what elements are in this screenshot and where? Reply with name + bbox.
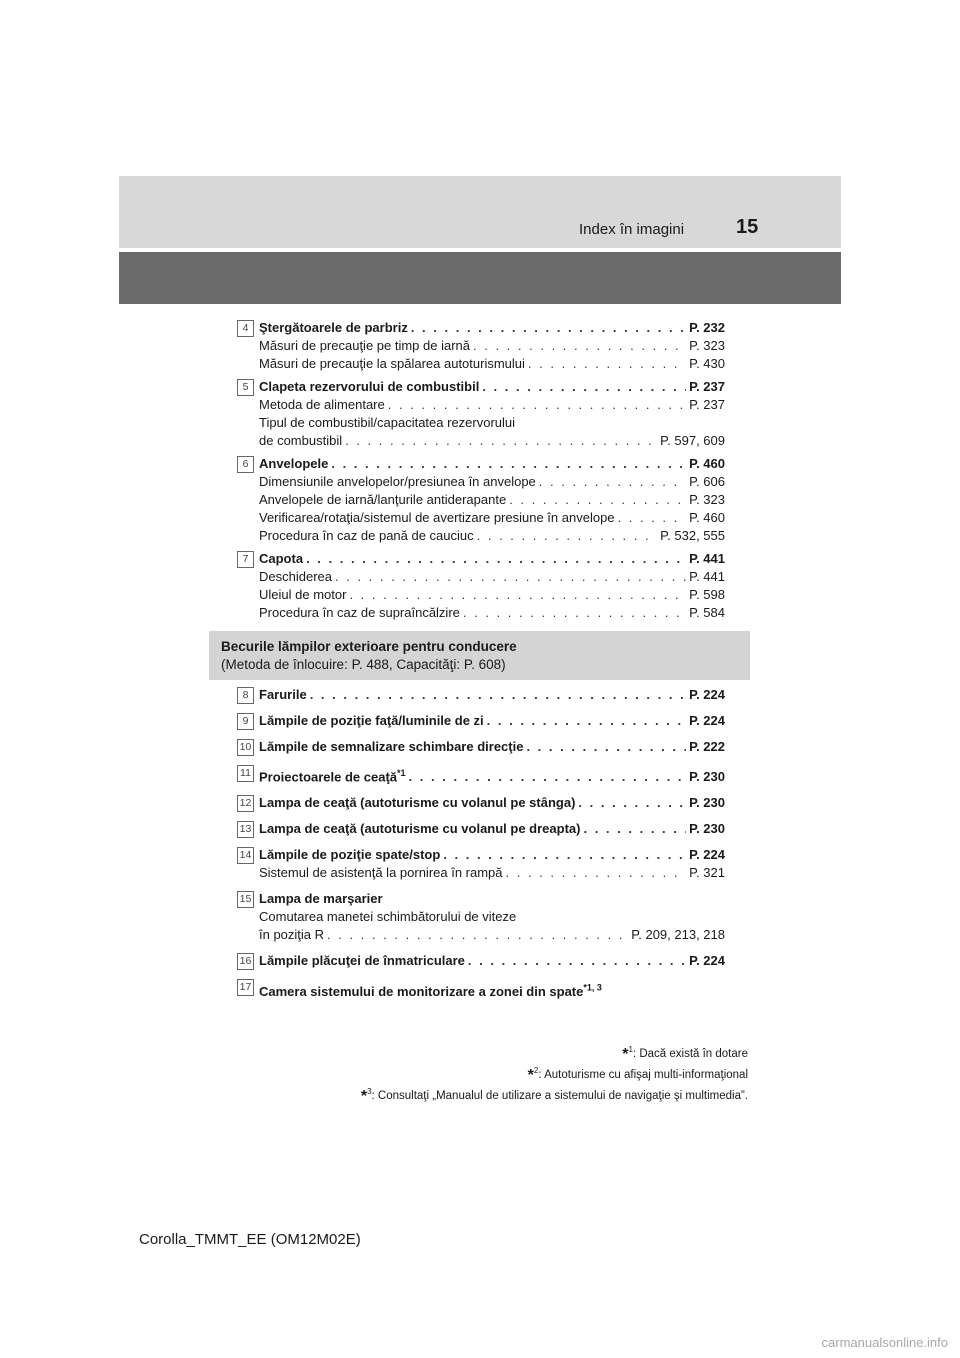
entry-label-text: Lampa de ceaţă (autoturisme cu volanul pe stânga) <box>259 795 576 811</box>
index-entry <box>237 890 725 944</box>
footnote-line <box>361 1042 748 1063</box>
entry-sub-line <box>259 604 725 622</box>
entry-title-line <box>259 820 725 838</box>
callout-number-badge: 7 <box>237 551 254 568</box>
entry-sub-line <box>259 864 725 882</box>
dot-leader <box>335 568 686 586</box>
index-entry <box>237 978 725 1000</box>
entry-label <box>259 909 516 924</box>
page-reference: P. 222 <box>689 739 725 754</box>
dot-leader <box>482 378 686 396</box>
entry-sub-line <box>259 337 725 355</box>
entry-label <box>259 952 465 970</box>
section-header <box>209 631 750 680</box>
index-entry <box>237 952 725 970</box>
dot-leader <box>345 432 657 450</box>
entry-label-text: Comutarea manetei schimbătorului de viteze <box>259 909 517 925</box>
footnote-asterisk: * <box>622 1045 629 1063</box>
dot-leader <box>327 926 628 944</box>
dot-leader <box>388 396 686 414</box>
page-reference: P. 532, 555 <box>660 528 725 543</box>
dot-leader <box>528 355 686 373</box>
footnote-asterisk: * <box>527 1066 534 1084</box>
entry-label <box>259 686 307 704</box>
entry-label-text: Procedura în caz de supraîncălzire <box>259 605 460 620</box>
index-list-top <box>237 319 725 627</box>
entry-sub-line <box>259 414 725 432</box>
callout-number-badge: 5 <box>237 379 254 396</box>
page-reference: P. 323 <box>689 338 725 353</box>
entry-title-line <box>259 890 725 908</box>
entry-title-line <box>259 952 725 970</box>
entry-title-line <box>259 764 725 786</box>
entry-label-text: Lămpile plăcuţei de înmatriculare <box>259 953 465 969</box>
dot-leader <box>463 604 686 622</box>
entry-label-text: Verificarea/rotaţia/sistemul de avertizare presiune în anvelope <box>259 510 615 525</box>
entry-title-line <box>259 455 725 473</box>
page-reference: P. 430 <box>689 356 725 371</box>
entry-label <box>259 378 479 396</box>
entry-label-text: în poziţia R <box>259 927 325 943</box>
page-reference: P. 441 <box>689 569 725 584</box>
entry-sub-line <box>259 586 725 604</box>
entry-sub-line <box>259 509 725 527</box>
entry-label-text: Camera sistemului de monitorizare a zonei din spate <box>259 983 584 999</box>
entry-title-line <box>259 978 725 1000</box>
entry-label <box>259 396 385 414</box>
page-reference: P. 209, 213, 218 <box>631 927 725 943</box>
entry-label-text: Anvelopele de iarnă/lanţurile antiderapante <box>259 492 507 507</box>
callout-number-badge: 8 <box>237 687 254 704</box>
entry-title-line <box>259 319 725 337</box>
page-reference: P. 441 <box>689 551 725 566</box>
dot-leader <box>526 738 686 756</box>
index-entry <box>237 738 725 756</box>
index-entry <box>237 378 725 450</box>
entry-label-text: Sistemul de asistenţă la pornirea în rampă <box>259 865 503 881</box>
entry-title-line <box>259 712 725 730</box>
page-reference: P. 321 <box>689 865 725 881</box>
entry-sub-line <box>259 396 725 414</box>
entry-label-text: Tipul de combustibil/capacitatea rezervorului <box>259 415 516 430</box>
page-reference: P. 230 <box>689 795 725 811</box>
callout-number-badge: 14 <box>237 847 254 864</box>
entry-label <box>259 738 523 756</box>
entry-label <box>259 586 346 604</box>
page-reference: P. 230 <box>689 821 725 837</box>
entry-label <box>259 568 332 586</box>
callout-number-badge: 10 <box>237 739 254 756</box>
entry-sub-line <box>259 926 725 944</box>
footnotes <box>361 1042 748 1104</box>
index-entry <box>237 455 725 545</box>
page-number: 15 <box>736 216 759 238</box>
entry-label-text: Ştergătoarele de parbriz <box>259 320 408 335</box>
page-reference: P. 224 <box>689 953 725 969</box>
dot-leader <box>578 794 686 812</box>
dot-leader <box>306 550 686 568</box>
page-reference: P. 606 <box>689 474 725 489</box>
entry-label-text: Farurile <box>259 687 307 702</box>
header-band <box>119 176 841 248</box>
entry-title-line <box>259 794 725 812</box>
entry-sub-line <box>259 473 725 491</box>
index-entry <box>237 794 725 812</box>
entry-label <box>259 794 575 812</box>
callout-number-badge: 16 <box>237 953 254 970</box>
entry-label <box>259 527 474 545</box>
dot-leader <box>583 820 686 838</box>
entry-label <box>259 355 525 373</box>
footnote-asterisk: * <box>360 1087 368 1105</box>
footnote-number: 3 <box>367 1086 372 1096</box>
footnote-text: : Autoturisme cu afişaj multi-informaţional <box>538 1068 748 1081</box>
page-reference: P. 460 <box>689 510 725 525</box>
entry-label <box>259 926 324 944</box>
entry-label-text: Capota <box>259 551 304 566</box>
page-reference: P. 232 <box>689 320 725 335</box>
entry-label-text: Deschiderea <box>259 569 332 584</box>
entry-title-line <box>259 738 725 756</box>
page-reference: P. 584 <box>689 605 725 620</box>
header-dark-band <box>119 252 841 304</box>
dot-leader <box>473 337 686 355</box>
entry-label-text: Uleiul de motor <box>259 587 347 602</box>
entry-label <box>259 491 506 509</box>
entry-label <box>259 764 406 786</box>
page-reference: P. 598 <box>689 587 725 602</box>
dot-leader <box>509 491 686 509</box>
entry-label-text: Măsuri de precauţie pe timp de iarnă <box>259 338 471 353</box>
dot-leader <box>477 527 658 545</box>
entry-title-line <box>259 686 725 704</box>
footnote-reference: *1 <box>397 768 406 778</box>
index-entry <box>237 820 725 838</box>
entry-label-text: Procedura în caz de pană de cauciuc <box>259 528 474 543</box>
entry-label <box>259 473 536 491</box>
footer-code: Corolla_TMMT_EE (OM12M02E) <box>139 1231 361 1248</box>
page-reference: P. 460 <box>689 456 725 471</box>
footnote-line <box>361 1084 748 1105</box>
entry-label-text: Proiectoarele de ceaţă <box>259 769 398 785</box>
footnote-line <box>361 1063 748 1084</box>
entry-label-text: Lămpile de poziţie faţă/luminile de zi <box>259 713 484 728</box>
entry-sub-line <box>259 908 725 926</box>
callout-number-badge: 13 <box>237 821 254 838</box>
page-reference: P. 224 <box>689 687 725 702</box>
section-subheading: (Metoda de înlocuire: P. 488, Capacităţi: P. 608) <box>221 657 506 672</box>
entry-label <box>259 984 602 999</box>
entry-label-text: Lămpile de poziţie spate/stop <box>259 847 441 863</box>
index-entry <box>237 319 725 373</box>
entry-label <box>259 550 303 568</box>
dot-leader <box>506 864 687 882</box>
callout-number-badge: 15 <box>237 891 254 908</box>
entry-label <box>259 319 408 337</box>
entry-label-text: Metoda de alimentare <box>259 397 385 412</box>
page-reference: P. 224 <box>689 847 725 863</box>
entry-title-line <box>259 550 725 568</box>
entry-sub-line <box>259 432 725 450</box>
entry-sub-line <box>259 491 725 509</box>
section-heading: Becurile lămpilor exterioare pentru conducere <box>221 639 517 654</box>
entry-label <box>259 604 460 622</box>
entry-label-text: Lampa de marşarier <box>259 891 383 907</box>
entry-label <box>259 820 580 838</box>
entry-label-text: Dimensiunile anvelopelor/presiunea în anvelope <box>259 474 536 489</box>
entry-label <box>259 337 470 355</box>
dot-leader <box>310 686 686 704</box>
callout-number-badge: 9 <box>237 713 254 730</box>
page-reference: P. 237 <box>689 379 725 394</box>
index-entry <box>237 764 725 786</box>
index-entry <box>237 550 725 622</box>
entry-label <box>259 712 484 730</box>
index-list-bottom <box>237 686 725 1009</box>
page-reference: P. 597, 609 <box>660 433 725 448</box>
page-reference: P. 323 <box>689 492 725 507</box>
footnote-number: 2 <box>533 1065 539 1075</box>
footnote-text: : Dacă există în dotare <box>632 1047 748 1060</box>
callout-number-badge: 17 <box>237 979 254 996</box>
page-reference: P. 230 <box>689 769 725 785</box>
entry-label-text: de combustibil <box>259 433 343 448</box>
footnote-text: : Consultaţi „Manualul de utilizare a sistemului de navigaţie şi multimedia”. <box>371 1089 748 1102</box>
index-entry <box>237 686 725 704</box>
entry-sub-line <box>259 355 725 373</box>
entry-label <box>259 509 615 527</box>
entry-label-text: Măsuri de precauţie la spălarea autoturismului <box>259 356 525 371</box>
entry-label <box>259 455 328 473</box>
page-reference: P. 224 <box>689 713 725 728</box>
entry-label <box>259 846 440 864</box>
entry-label-text: Lămpile de semnalizare schimbare direcţie <box>259 739 524 754</box>
entry-label-text: Clapeta rezervorului de combustibil <box>259 379 480 394</box>
dot-leader <box>411 319 686 337</box>
dot-leader <box>487 712 686 730</box>
page-reference: P. 237 <box>689 397 725 412</box>
callout-number-badge: 4 <box>237 320 254 337</box>
callout-number-badge: 12 <box>237 795 254 812</box>
entry-sub-line <box>259 527 725 545</box>
footnote-reference: *1, 3 <box>583 982 602 993</box>
dot-leader <box>468 952 686 970</box>
entry-label-text: Lampa de ceaţă (autoturisme cu volanul pe dreapta) <box>259 821 581 837</box>
entry-sub-line <box>259 568 725 586</box>
dot-leader <box>618 509 687 527</box>
entry-title-line <box>259 378 725 396</box>
entry-label-text: Anvelopele <box>259 456 329 471</box>
dot-leader <box>331 455 686 473</box>
entry-title-line <box>259 846 725 864</box>
entry-label <box>259 891 383 906</box>
entry-label <box>259 415 515 430</box>
dot-leader <box>409 768 687 786</box>
footnote-number: 1 <box>628 1045 633 1054</box>
dot-leader <box>539 473 686 491</box>
section-title: Index în imagini <box>579 221 685 238</box>
entry-label <box>259 864 503 882</box>
dot-leader <box>349 586 686 604</box>
entry-label <box>259 432 342 450</box>
callout-number-badge: 6 <box>237 456 254 473</box>
callout-number-badge: 11 <box>237 765 254 782</box>
index-entry <box>237 846 725 882</box>
index-entry <box>237 712 725 730</box>
dot-leader <box>443 846 686 864</box>
watermark[interactable]: carmanualsonline.info <box>821 1335 948 1350</box>
